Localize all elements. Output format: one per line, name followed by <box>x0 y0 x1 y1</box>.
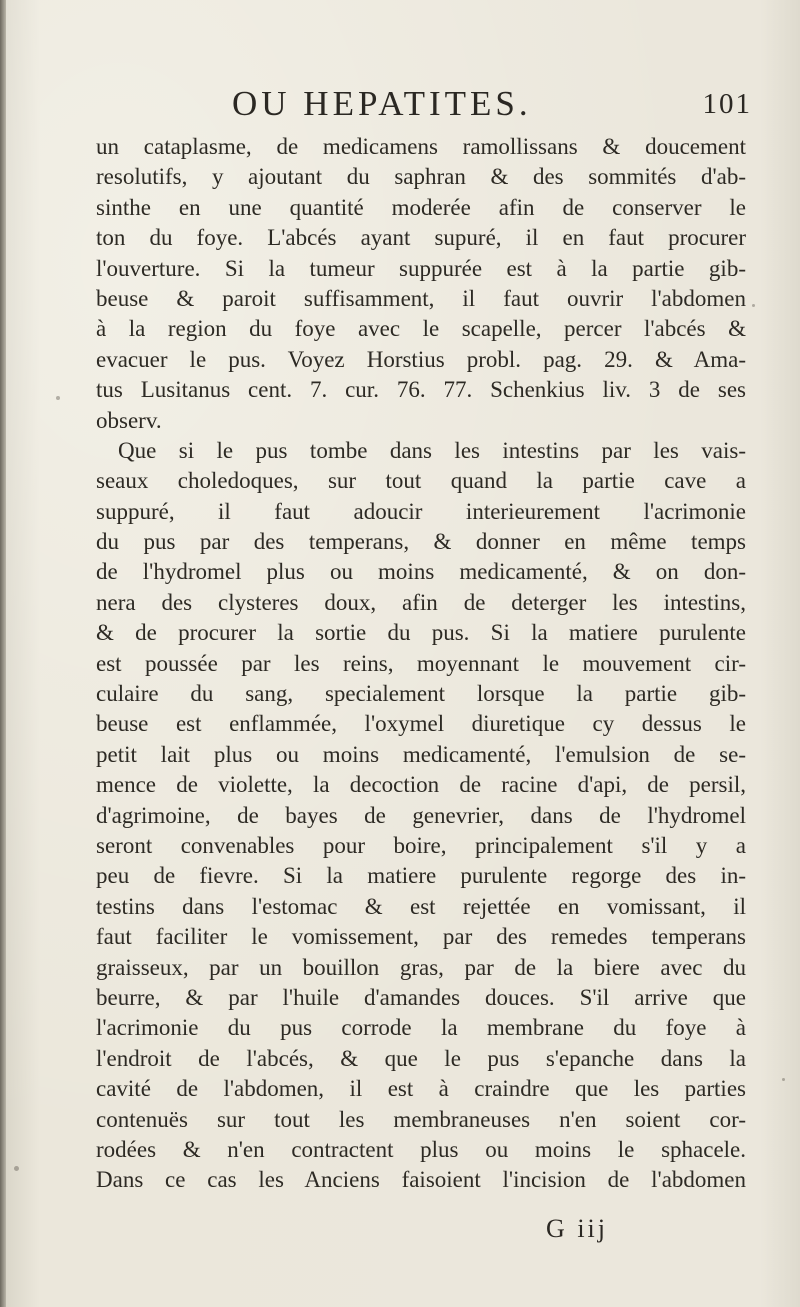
text-line: du pus par des temperans, & donner en même temps <box>96 529 746 555</box>
page-number: 101 <box>702 88 752 120</box>
text-line: l'endroit de l'abcés, & que le pus s'epanche dans la <box>96 1045 746 1071</box>
text-line: culaire du sang, specialement lorsque la partie gib- <box>96 681 746 707</box>
text-line: resolutifs, y ajoutant du saphran & des sommités d'ab- <box>96 164 746 190</box>
text-line: nera des clysteres doux, afin de deterger les intestins, <box>96 589 746 615</box>
text-line: suppuré, il faut adoucir interieurement l'acrimonie <box>96 498 746 524</box>
paper-speck <box>14 1166 19 1171</box>
paper-speck <box>56 396 60 400</box>
paragraph-start-line: Que si le pus tombe dans les intestins par les vais- <box>118 437 746 463</box>
text-line: un cataplasme, de medicamens ramollissans & doucement <box>96 134 746 159</box>
text-line: à la region du foye avec le scapelle, percer l'abcés & <box>96 316 746 342</box>
text-line: beuse & paroit suffisamment, il faut ouvrir l'abdomen <box>96 285 746 311</box>
text-line: seaux choledoques, sur tout quand la partie cave a <box>96 468 746 494</box>
text-line: petit lait plus ou moins medicamenté, l'emulsion de se- <box>96 741 746 767</box>
text-line: graisseux, par un bouillon gras, par de la biere avec du <box>96 954 746 980</box>
signature-mark: G iij <box>546 1214 608 1243</box>
text-line: observ. <box>96 407 162 433</box>
text-line: & de procurer la sortie du pus. Si la matiere purulente <box>96 620 746 646</box>
text-line: seront convenables pour boire, principalement s'il y a <box>96 832 746 858</box>
text-line: sinthe en une quantité moderée afin de conserver le <box>96 194 746 220</box>
page-header <box>232 84 752 128</box>
text-line: rodées & n'en contractent plus ou moins le sphacele. <box>96 1136 746 1162</box>
text-line: d'agrimoine, de bayes de genevrier, dans de l'hydromel <box>96 802 746 828</box>
text-line: beuse est enflammée, l'oxymel diuretique cy dessus le <box>96 711 746 737</box>
text-line: cavité de l'abdomen, il est à craindre que les parties <box>96 1076 746 1102</box>
text-line: de l'hydromel plus ou moins medicamenté, & on don- <box>96 559 746 585</box>
text-line: contenuës sur tout les membraneuses n'en soient cor- <box>96 1106 746 1132</box>
text-line: peu de fievre. Si la matiere purulente regorge des in- <box>96 863 746 889</box>
text-line: est poussée par les reins, moyennant le mouvement cir- <box>96 650 746 676</box>
running-head: OU HEPATITES. <box>232 84 532 123</box>
page-binding-edge <box>0 0 6 1307</box>
text-line: tus Lusitanus cent. 7. cur. 76. 77. Schenkius liv. 3 de ses <box>96 377 746 403</box>
paper-speck <box>782 1078 785 1081</box>
text-line: l'ouverture. Si la tumeur suppurée est à la partie gib- <box>96 255 746 281</box>
text-line: l'acrimonie du pus corrode la membrane du foye à <box>96 1015 746 1041</box>
text-line: Dans ce cas les Anciens faisoient l'incision de l'abdomen <box>96 1167 746 1193</box>
text-line: faut faciliter le vomissement, par des remedes temperans <box>96 924 746 950</box>
text-line: beurre, & par l'huile d'amandes douces. S'il arrive que <box>96 984 746 1010</box>
text-line: mence de violette, la decoction de racine d'api, de persil, <box>96 772 746 798</box>
body-text <box>96 132 746 1196</box>
text-line: evacuer le pus. Voyez Horstius probl. pag. 29. & Ama- <box>96 346 746 372</box>
text-line: testins dans l'estomac & est rejettée en vomissant, il <box>96 893 746 919</box>
paper-speck <box>752 304 755 307</box>
text-line: ton du foye. L'abcés ayant supuré, il en faut procurer <box>96 225 746 251</box>
